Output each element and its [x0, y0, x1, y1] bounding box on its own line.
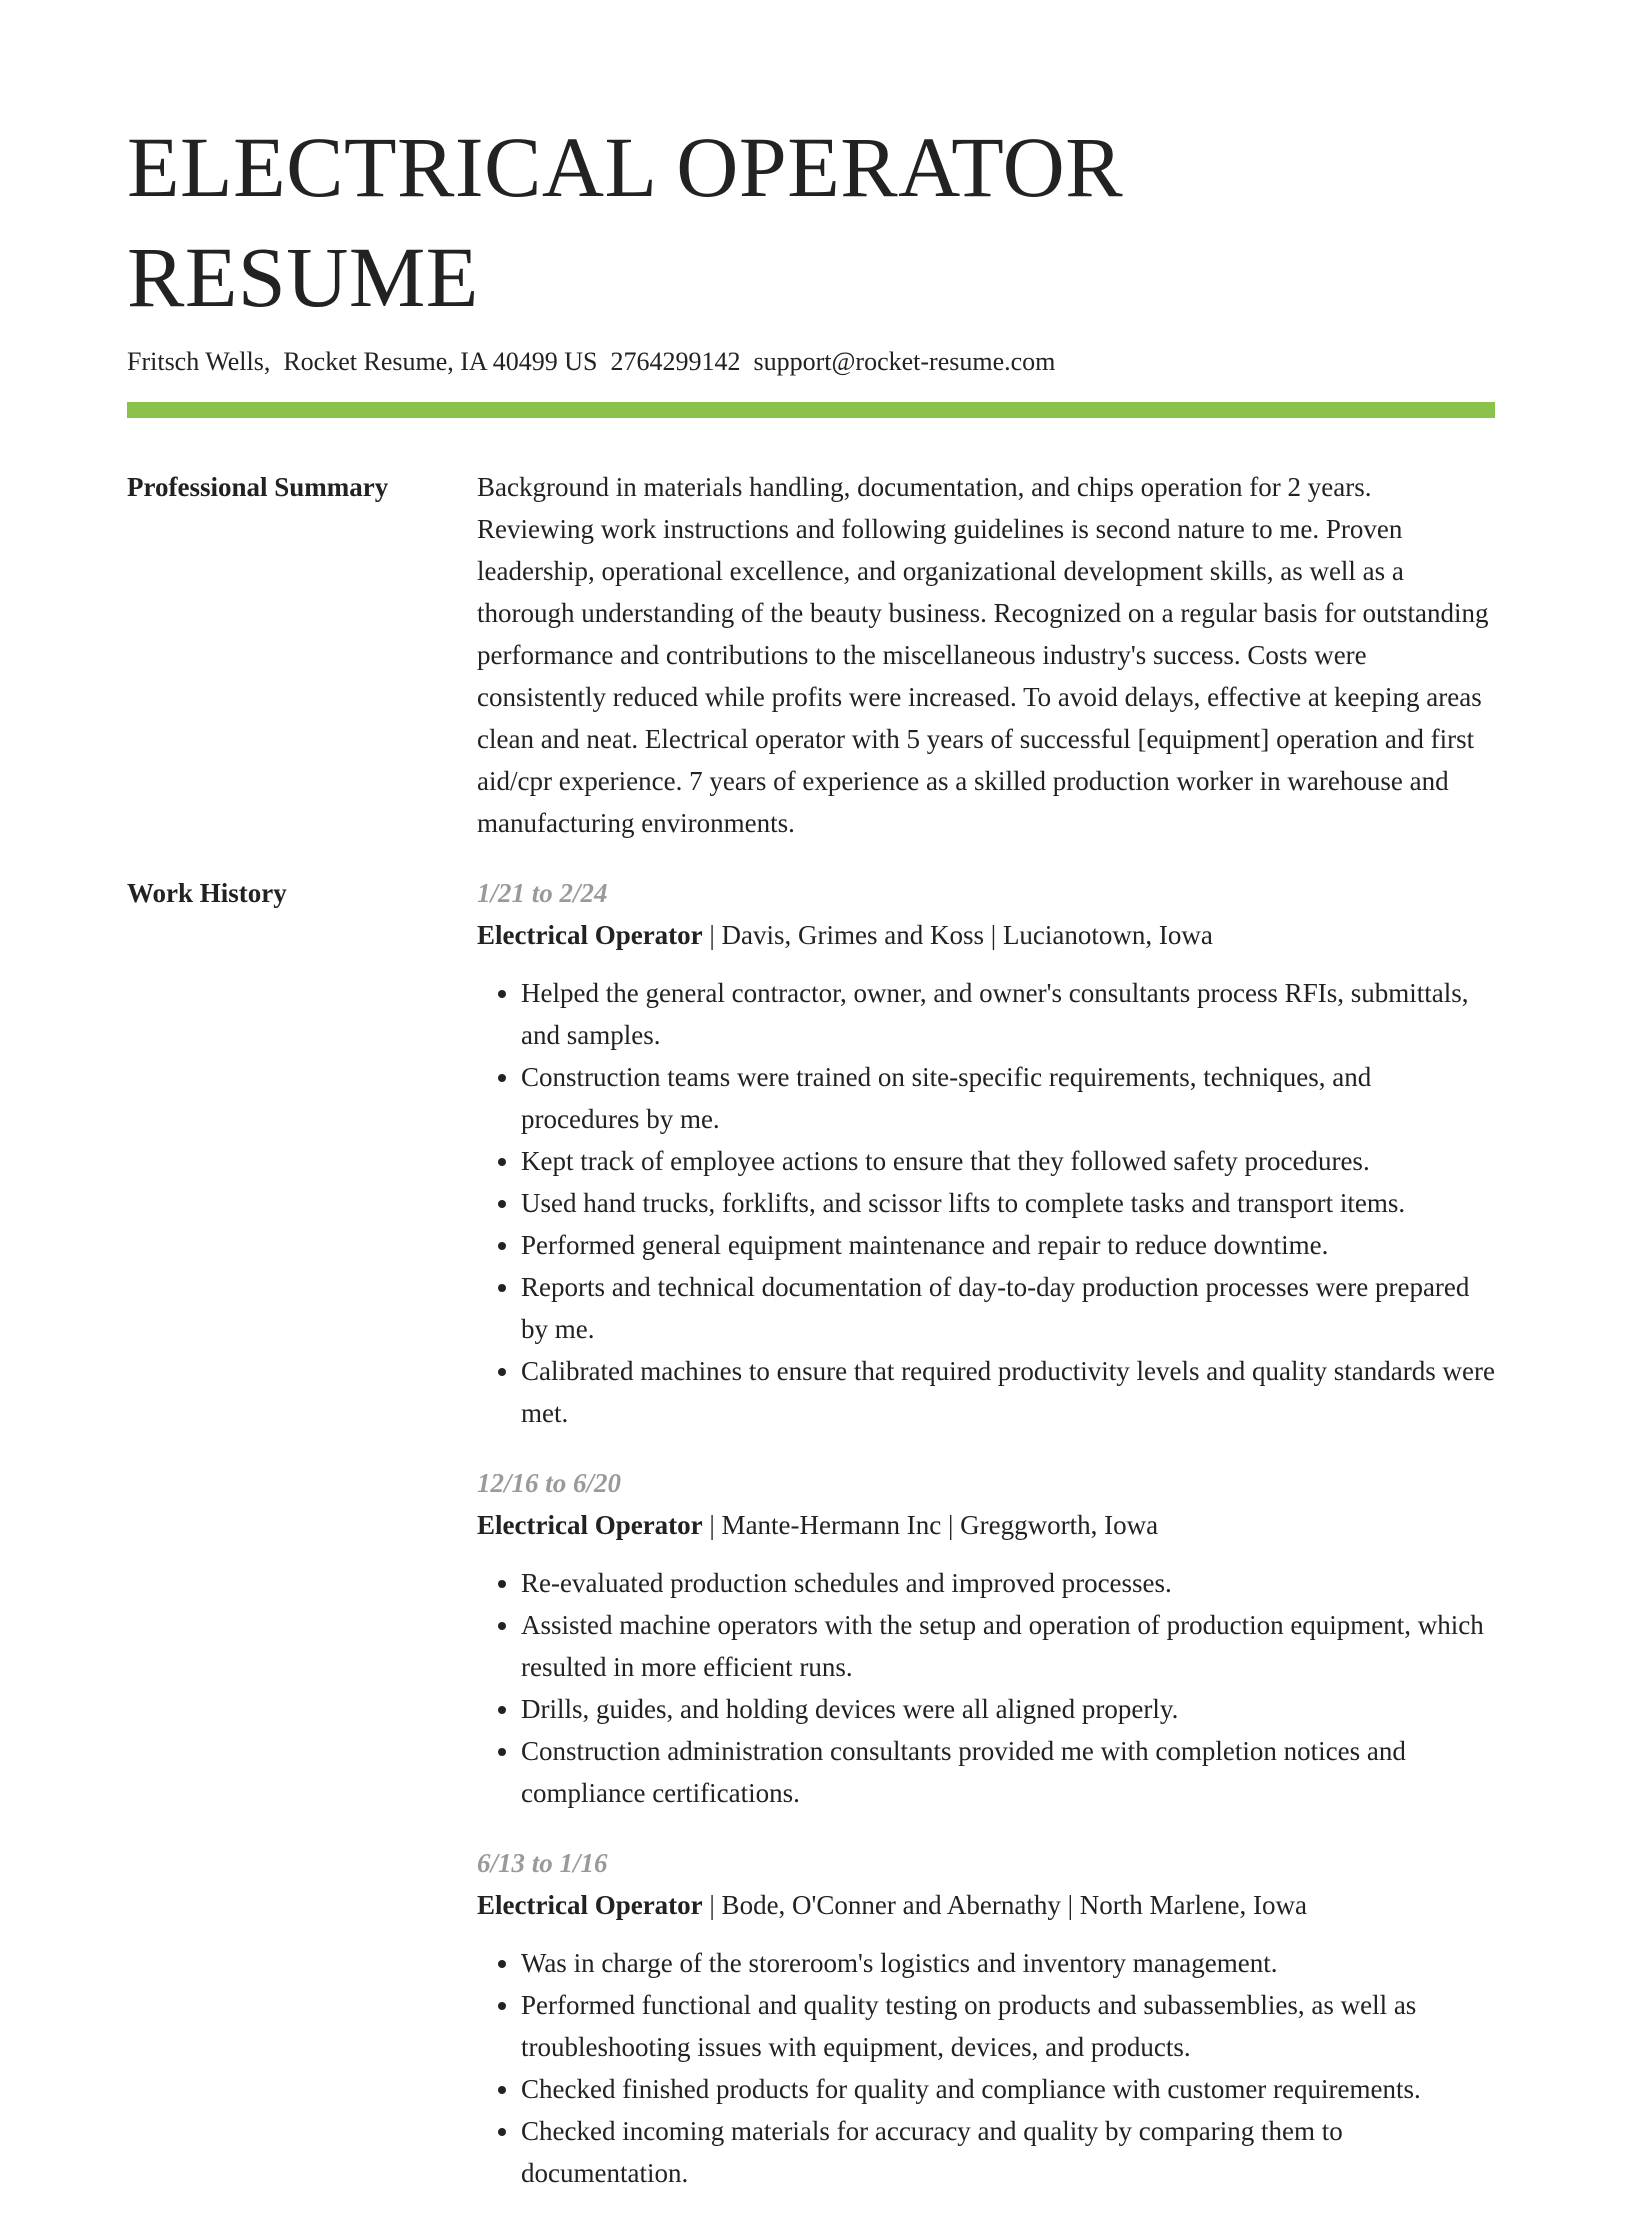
job-bullet: • Calibrated machines to ensure that required productivity levels and quality standards were met.: [521, 1350, 1495, 1434]
job-title: Electrical Operator: [477, 1510, 703, 1540]
job-company-location: | Bode, O'Conner and Abernathy | North Marlene, Iowa: [702, 1890, 1307, 1920]
summary-section: [127, 466, 1495, 844]
job-dates: 1/21 to 2/24: [477, 878, 608, 908]
job-company-location: | Mante-Hermann Inc | Greggworth, Iowa: [702, 1510, 1159, 1540]
job-bullet: • Was in charge of the storeroom's logistics and inventory management.: [521, 1942, 1495, 1984]
job-entry: [477, 1462, 1495, 1814]
job-heading: [477, 1884, 1495, 1926]
contact-phone: 2764299142: [610, 347, 741, 376]
job-bullet: • Drills, guides, and holding devices were all aligned properly.: [521, 1688, 1495, 1730]
summary-body: [477, 466, 1495, 844]
work-history-section: [127, 872, 1495, 2220]
job-dates: 12/16 to 6/20: [477, 1468, 622, 1498]
work-history-body: [477, 872, 1495, 2220]
summary-text: Background in materials handling, documentation, and chips operation for 2 years. Reviewing work instructions and following guidelines is second nature to me. Proven leadership, operational excellence, and organizational development skills, as well as a thorough understanding of the beauty business. Recognized on a regular basis for outstanding performance and contributions to the miscellaneous industry's success. Costs were consistently reduced while profits were increased. To avoid delays, effective at keeping areas clean and neat. Electrical operator with 5 years of successful [equipment] operation and first aid/cpr experience. 7 years of experience as a skilled production worker in warehouse and manufacturing environments.: [477, 472, 1489, 838]
job-entry: [477, 872, 1495, 1434]
job-title: Electrical Operator: [477, 1890, 703, 1920]
job-bullet: • Assisted machine operators with the setup and operation of production equipment, which resulted in more efficient runs.: [521, 1604, 1495, 1688]
job-bullet: • Construction administration consultants provided me with completion notices and compliance certifications.: [521, 1730, 1495, 1814]
contact-address: Rocket Resume, IA 40499 US: [283, 347, 598, 376]
job-bullet: • Performed functional and quality testing on products and subassemblies, as well as troubleshooting issues with equipment, devices, and products.: [521, 1984, 1495, 2068]
contact-line: [127, 344, 1495, 380]
job-bullet: • Checked incoming materials for accuracy and quality by comparing them to documentation.: [521, 2110, 1495, 2194]
job-company-location: | Davis, Grimes and Koss | Lucianotown, Iowa: [702, 920, 1213, 950]
job-bullet-list: [477, 1942, 1495, 2194]
job-title: Electrical Operator: [477, 920, 703, 950]
resume-page: [127, 112, 1495, 2220]
job-bullet: • Checked finished products for quality and compliance with customer requirements.: [521, 2068, 1495, 2110]
job-bullet-list: [477, 1562, 1495, 1814]
job-entry: [477, 1842, 1495, 2194]
job-bullet: • Used hand trucks, forklifts, and scissor lifts to complete tasks and transport items.: [521, 1182, 1495, 1224]
job-heading: [477, 1504, 1495, 1546]
accent-divider: [127, 402, 1495, 418]
job-bullet: • Re-evaluated production schedules and improved processes.: [521, 1562, 1495, 1604]
contact-email: support@rocket-resume.com: [753, 347, 1056, 376]
job-bullet: • Construction teams were trained on site-specific requirements, techniques, and procedures by me.: [521, 1056, 1495, 1140]
job-dates: 6/13 to 1/16: [477, 1848, 608, 1878]
job-bullet: • Helped the general contractor, owner, and owner's consultants process RFIs, submittals, and samples.: [521, 972, 1495, 1056]
job-heading: [477, 914, 1495, 956]
summary-label: Professional Summary: [127, 472, 389, 502]
work-history-label: Work History: [127, 878, 287, 908]
resume-title: ELECTRICAL OPERATOR RESUME: [127, 119, 1124, 325]
job-bullet: • Reports and technical documentation of day-to-day production processes were prepared by me.: [521, 1266, 1495, 1350]
job-bullet-list: [477, 972, 1495, 1434]
job-bullet: • Kept track of employee actions to ensure that they followed safety procedures.: [521, 1140, 1495, 1182]
job-bullet: • Performed general equipment maintenance and repair to reduce downtime.: [521, 1224, 1495, 1266]
contact-name: Fritsch Wells,: [127, 347, 271, 376]
